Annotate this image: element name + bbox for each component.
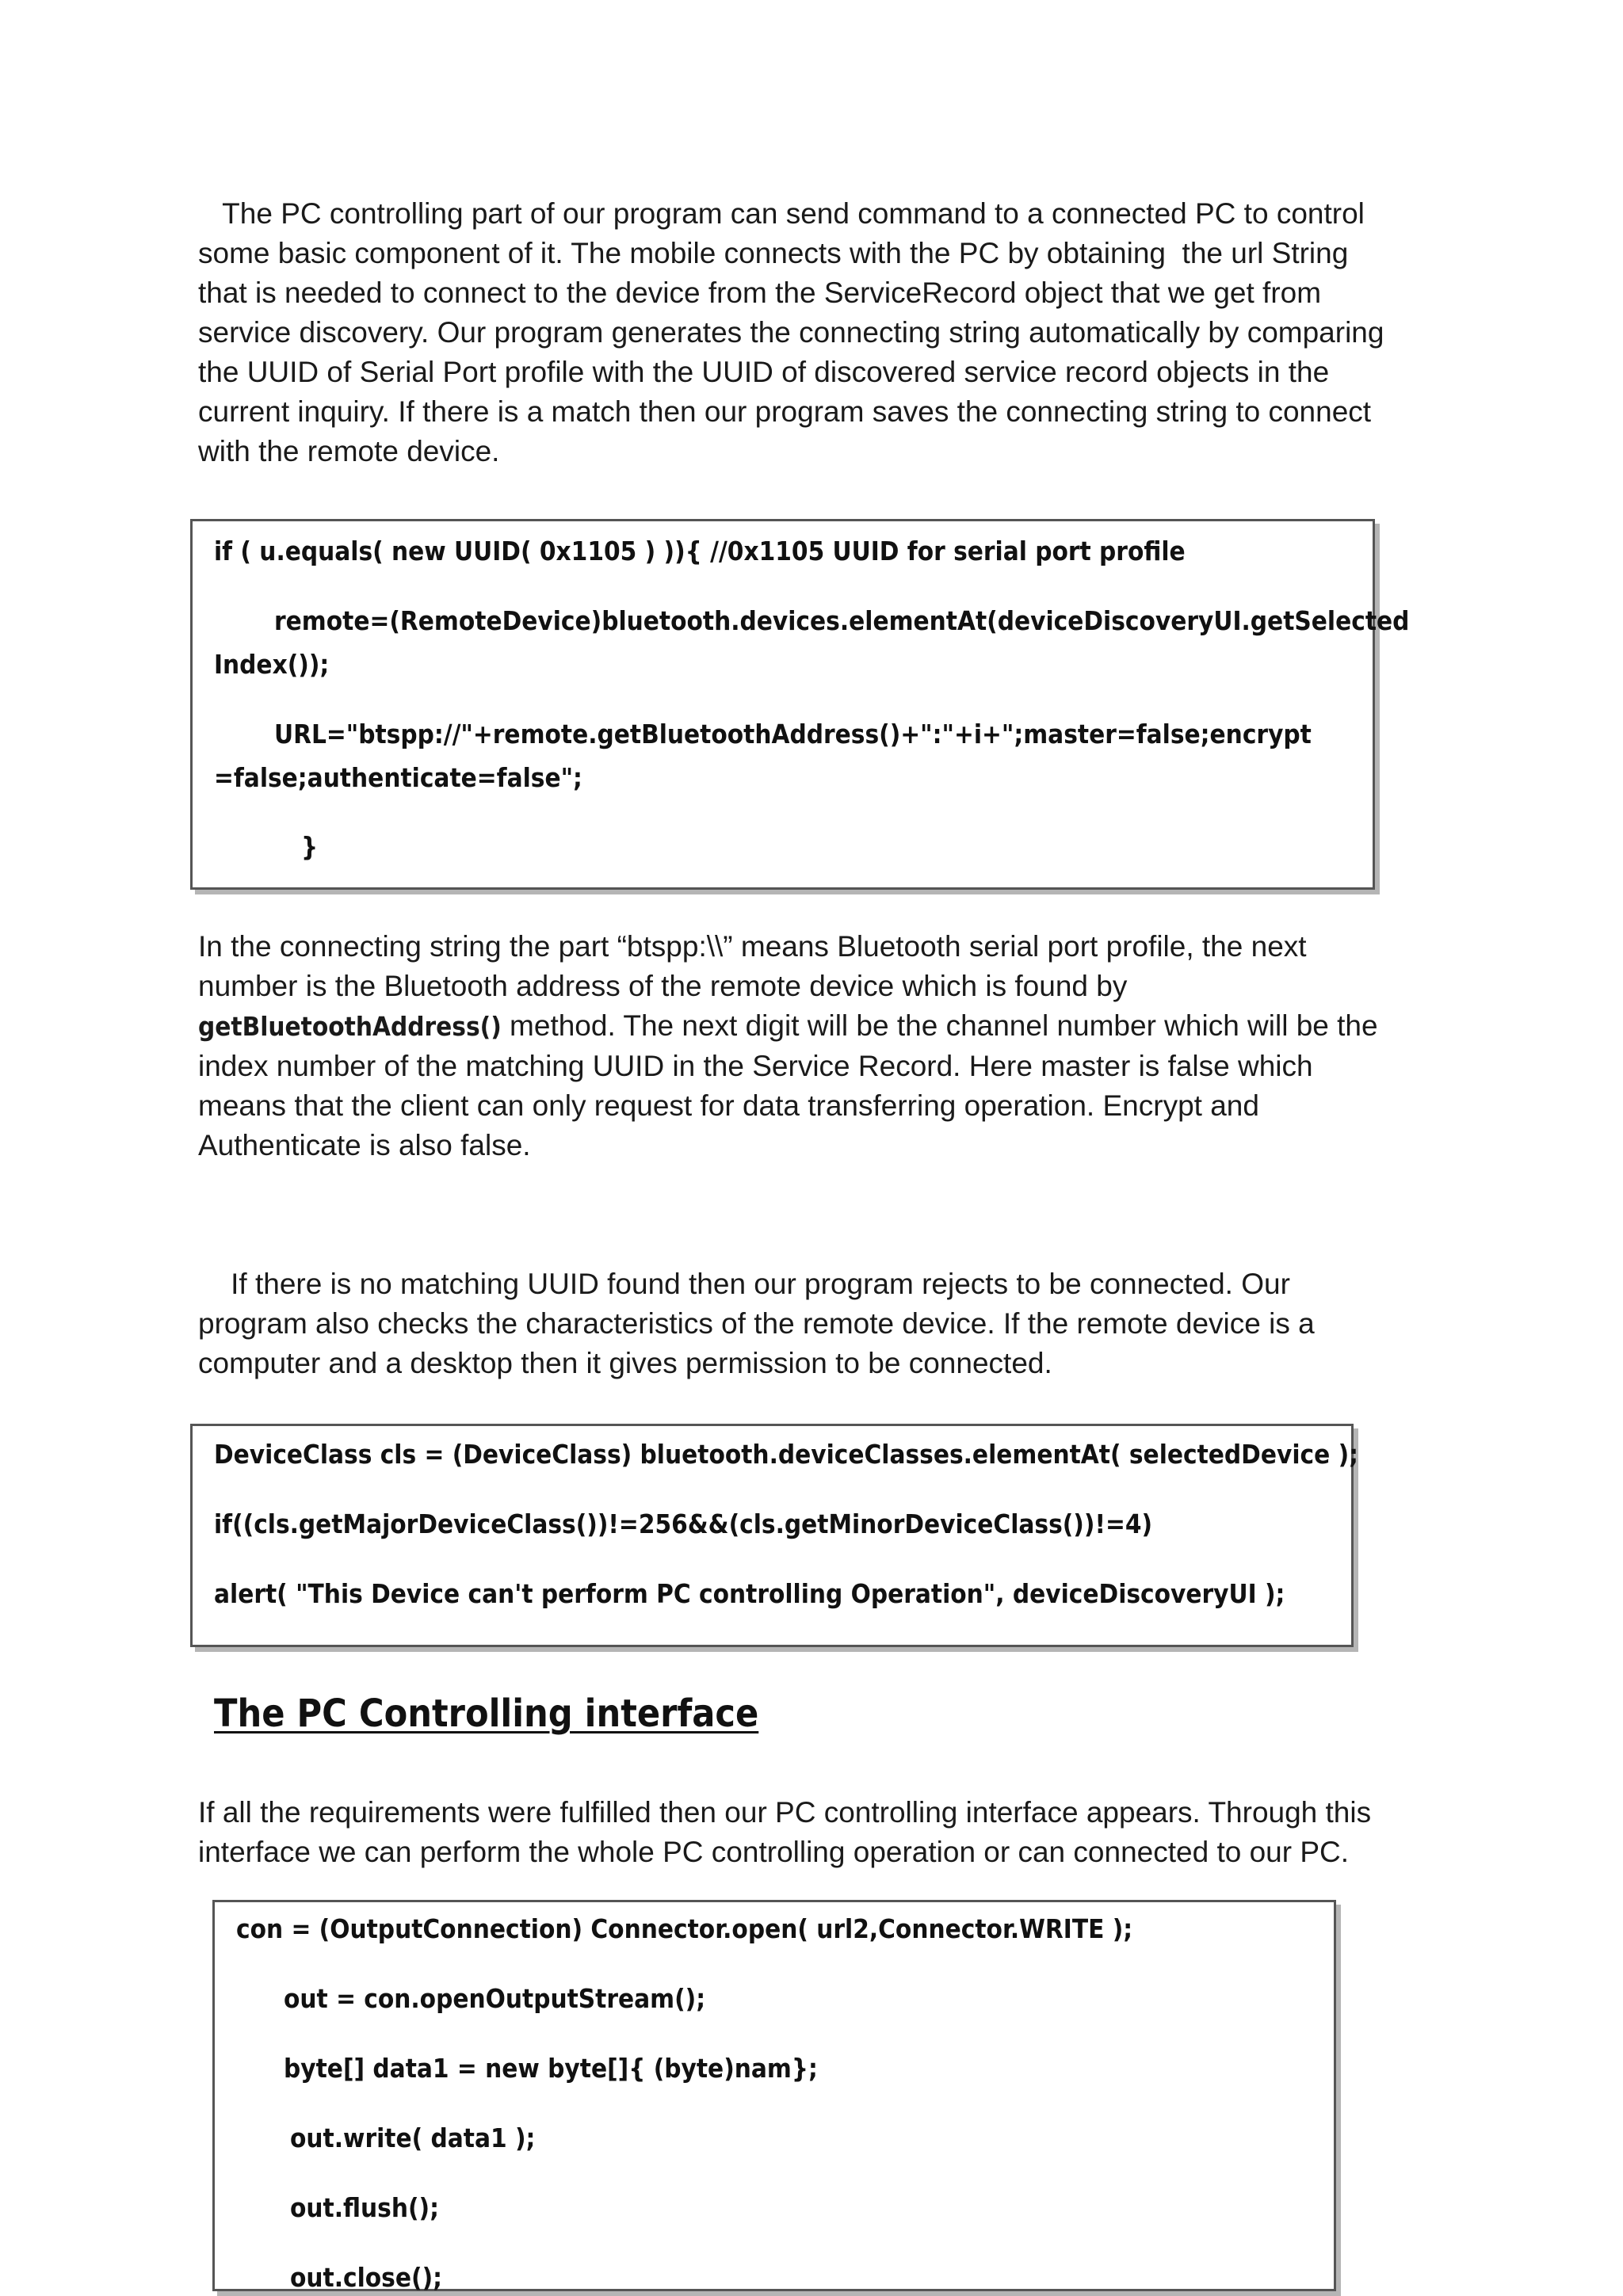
text-line: Authenticate is also false. <box>198 1129 531 1161</box>
text-line: means that the client can only request for data transferring operation. Encrypt and <box>198 1089 1259 1122</box>
code-line: con = (OutputConnection) Connector.open( url2,Connector.WRITE ); <box>236 1913 1133 1944</box>
code-line: out = con.openOutputStream(); <box>284 1983 706 2014</box>
code-line: =false;authenticate=false"; <box>214 762 582 793</box>
text-line: some basic component of it. The mobile connects with the PC by obtaining the url String <box>198 237 1349 269</box>
code-line: if((cls.getMajorDeviceClass())!=256&&(cls.getMinorDeviceClass())!=4) <box>214 1508 1153 1539</box>
interface-paragraph <box>198 1793 1434 1872</box>
text-line: computer and a desktop then it gives permission to be connected. <box>198 1347 1052 1379</box>
text-line: In the connecting string the part “btspp:\\” means Bluetooth serial port profile, the next <box>198 930 1307 963</box>
text-line: the UUID of Serial Port profile with the UUID of discovered service record objects in the <box>198 356 1330 388</box>
code-line: Index()); <box>214 649 330 680</box>
text-line: If there is no matching UUID found then our program rejects to be connected. Our <box>198 1268 1290 1300</box>
inline-code: getBluetoothAddress() <box>198 1011 502 1042</box>
code-box-device-class <box>190 1424 1359 1647</box>
text-line <box>198 1006 1434 1047</box>
code-line: DeviceClass cls = (DeviceClass) bluetooth.deviceClasses.elementAt( selectedDevice ); <box>214 1439 1359 1470</box>
section-heading: The PC Controlling interface <box>214 1691 759 1736</box>
text-line: with the remote device. <box>198 435 500 467</box>
text-line: current inquiry. If there is a match then our program saves the connecting string to connect <box>198 395 1372 428</box>
code-line: alert( "This Device can't perform PC controlling Operation", deviceDiscoveryUI ); <box>214 1578 1285 1609</box>
intro-paragraph <box>198 194 1434 471</box>
text-line: index number of the matching UUID in the Service Record. Here master is false which <box>198 1050 1313 1082</box>
code-line: byte[] data1 = new byte[]{ (byte)nam}; <box>284 2053 818 2084</box>
text-line: number is the Bluetooth address of the remote device which is found by <box>198 970 1128 1002</box>
text-line: If all the requirements were fulfilled then our PC controlling interface appears. Through this <box>198 1796 1372 1829</box>
code-box-uuid-check <box>190 519 1410 890</box>
code-line: out.write( data1 ); <box>290 2122 536 2153</box>
code-line: URL="btspp://"+remote.getBluetoothAddress()+":"+i+";master=false;encrypt <box>274 719 1312 749</box>
text-span: method. The next digit will be the channel number which will be the <box>501 1009 1378 1042</box>
code-line: out.flush(); <box>290 2192 439 2223</box>
text-line: that is needed to connect to the device from the ServiceRecord object that we get from <box>198 277 1322 309</box>
text-line: interface we can perform the whole PC controlling operation or can connected to our PC. <box>198 1836 1350 1868</box>
code-box-output-connection <box>212 1900 1336 2291</box>
code-line: out.close(); <box>290 2262 443 2293</box>
text-line: service discovery. Our program generates the connecting string automatically by comparing <box>198 316 1384 349</box>
connecting-string-paragraph <box>198 927 1434 1165</box>
device-check-paragraph <box>198 1264 1434 1383</box>
text-line: program also checks the characteristics of the remote device. If the remote device is a <box>198 1307 1315 1340</box>
code-line: if ( u.equals( new UUID( 0x1105 ) )){ //0x1105 UUID for serial port profile <box>214 536 1186 566</box>
code-line: remote=(RemoteDevice)bluetooth.devices.elementAt(deviceDiscoveryUI.getSelected <box>274 605 1410 636</box>
text-line: The PC controlling part of our program can send command to a connected PC to control <box>198 197 1365 230</box>
code-line: } <box>301 831 319 862</box>
